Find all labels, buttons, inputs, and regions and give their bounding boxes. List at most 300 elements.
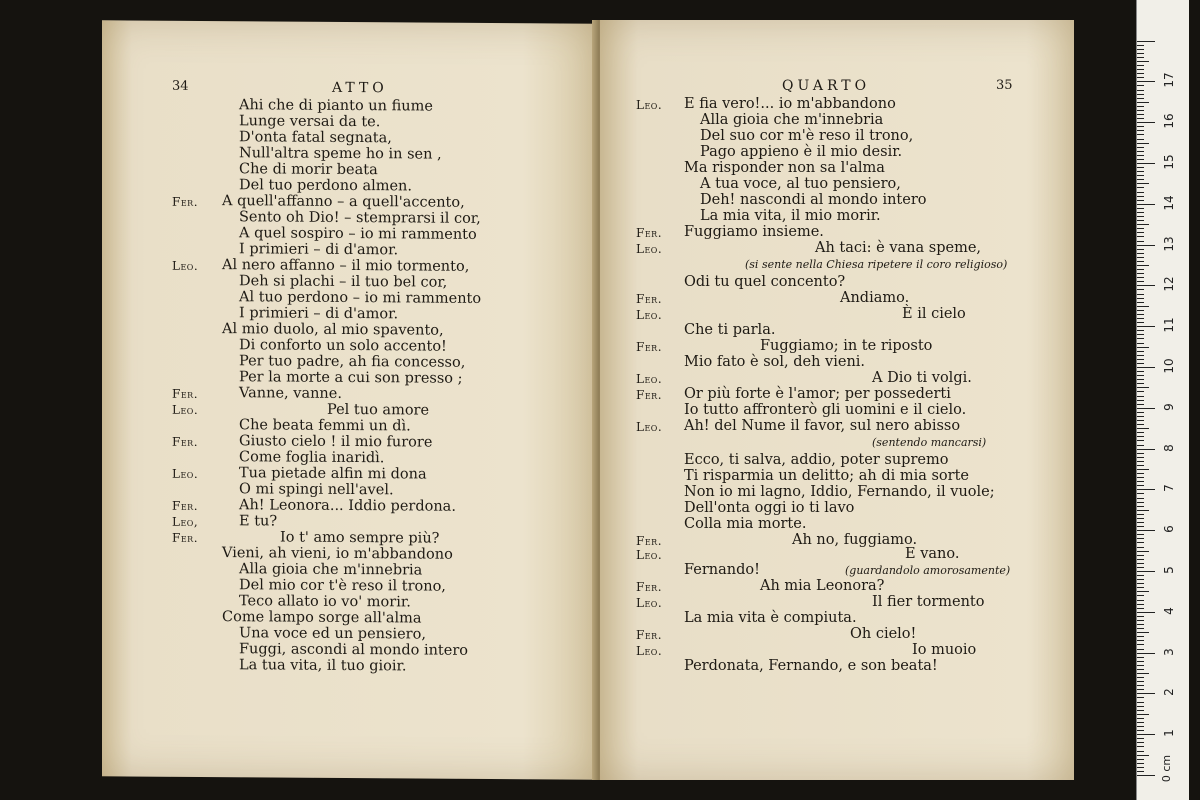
ruler-tick [1137,375,1144,376]
ruler-tick [1137,208,1144,209]
ruler-tick [1137,477,1144,478]
ruler-tick [1137,583,1144,584]
ruler-tick [1137,330,1144,331]
ruler-tick [1137,404,1144,405]
verse-line: Fuggiamo insieme. [684,224,824,240]
verse-line: Del mio cor t'è reso il trono, [239,577,446,595]
ruler-tick [1137,424,1144,425]
speaker-label: Fer. [636,580,663,594]
verse-line: Al nero affanno – il mio tormento, [222,257,470,275]
ruler-tick [1137,771,1144,772]
ruler-tick [1137,41,1155,42]
ruler-tick [1137,359,1144,360]
verse-line: La mia vita è compiuta. [684,610,857,626]
ruler-tick [1137,416,1144,417]
ruler-tick [1137,595,1144,596]
ruler-tick [1137,518,1144,519]
ruler-tick [1137,510,1149,511]
ruler-tick [1137,285,1155,286]
verse-line: Del tuo perdono almen. [239,177,413,195]
measurement-ruler [1136,0,1189,800]
ruler-tick [1137,343,1144,344]
ruler-tick [1137,567,1144,568]
ruler-tick [1137,204,1155,205]
ruler-tick [1137,547,1144,548]
ruler-tick [1137,351,1144,352]
verse-line: A tua voce, al tuo pensiero, [700,176,901,192]
speaker-label: Fer. [172,434,199,449]
ruler-tick [1137,759,1144,760]
ruler-tick [1137,90,1144,91]
ruler-tick [1137,371,1144,372]
page-header: QUARTO [782,78,871,94]
ruler-tick [1137,232,1144,233]
ruler-tick [1137,436,1144,437]
ruler-tick [1137,318,1144,319]
ruler-tick [1137,498,1144,499]
verse-line: Io muoio [912,642,977,658]
ruler-tick [1137,653,1155,654]
verse-line: Che beata femmi un dì. [239,417,411,435]
ruler-tick [1137,734,1155,735]
verse-line: Ah mia Leonora? [760,578,885,594]
ruler-tick [1137,265,1149,266]
ruler-tick [1137,126,1144,127]
speaker-label: Leo. [636,372,663,386]
verse-line: Fuggi, ascondi al mondo intero [239,641,468,659]
verse-line: E fia vero!... io m'abbandono [684,96,896,112]
ruler-tick [1137,171,1144,172]
verse-line: Tua pietade alfin mi dona [239,465,427,483]
ruler-tick [1137,473,1144,474]
verse-line: Vanne, vanne. [239,385,342,402]
ruler-tick [1137,453,1144,454]
page-header: ATTO [332,79,388,97]
ruler-tick [1137,289,1144,290]
ruler-tick [1137,706,1144,707]
verse-line: Pel tuo amore [327,401,430,419]
ruler-tick [1137,167,1144,168]
ruler-tick [1137,412,1144,413]
ruler-tick [1137,600,1144,601]
ruler-tick [1137,114,1144,115]
ruler-tick [1137,367,1155,368]
ruler-tick [1137,163,1155,164]
ruler-tick [1137,726,1144,727]
ruler-tick [1137,432,1144,433]
verse-line: Oh cielo! [850,626,917,642]
ruler-tick [1137,310,1144,311]
ruler-tick [1137,702,1144,703]
verse-line: D'onta fatal segnata, [239,129,392,147]
ruler-tick [1137,379,1144,380]
ruler-tick [1137,563,1144,564]
speaker-label: Fer. [172,498,199,513]
ruler-tick [1137,73,1144,74]
ruler-tick [1137,661,1144,662]
right-page [600,20,1074,780]
ruler-tick [1137,334,1144,335]
ruler-tick [1137,665,1144,666]
ruler-tick [1137,649,1144,650]
verse-line: Come lampo sorge all'alma [222,609,422,627]
ruler-tick [1137,742,1144,743]
ruler-tick [1137,673,1149,674]
ruler-tick [1137,575,1144,576]
ruler-tick [1137,526,1144,527]
ruler-label: 3 [1162,647,1176,656]
verse-line: Al mio duolo, al mio spavento, [222,321,444,339]
ruler-tick [1137,179,1144,180]
speaker-label: Leo. [636,242,663,256]
ruler-label: 5 [1162,566,1176,574]
verse-line: Teco allato io vo' morir. [239,593,411,611]
ruler-label: 6 [1162,525,1176,534]
ruler-tick [1137,751,1144,752]
verse-line: Deh si plachi – il tuo bel cor, [239,273,448,291]
ruler-label: 1 [1162,729,1176,738]
speaker-label: Leo. [636,596,663,610]
stage-direction: (si sente nella Chiesa ripetere il coro religioso) [745,258,1008,271]
speaker-label: Leo. [172,466,199,481]
ruler-tick [1137,685,1144,686]
verse-line: Alla gioia che m'innebria [239,561,423,579]
verse-line: Una voce ed un pensiero, [239,625,426,643]
verse-line: Giusto cielo ! il mio furore [239,433,433,451]
speaker-label: Fer. [636,292,663,306]
ruler-tick [1137,763,1144,764]
ruler-label: 2 [1162,688,1176,697]
ruler-tick [1137,196,1144,197]
ruler-tick [1137,612,1155,613]
ruler-label: 8 [1162,443,1176,452]
verse-line: Come foglia inaridì. [239,449,385,467]
ruler-tick [1137,106,1144,107]
ruler-tick [1137,755,1149,756]
ruler-tick [1137,69,1144,70]
stage-direction: (guardandolo amorosamente) [845,564,1011,577]
ruler-tick [1137,212,1144,213]
ruler-tick [1137,457,1144,458]
verse-line: Io t' amo sempre più? [280,529,440,547]
speaker-label: Leo. [172,402,199,417]
ruler-tick [1137,257,1144,258]
ruler-tick [1137,277,1144,278]
ruler-tick [1137,245,1155,246]
ruler-tick [1137,579,1144,580]
ruler-tick [1137,465,1144,466]
ruler-tick [1137,228,1144,229]
ruler-tick [1137,253,1144,254]
ruler-tick [1137,322,1144,323]
ruler-tick [1137,714,1149,715]
ruler-label: 11 [1162,317,1176,333]
ruler-tick [1137,542,1144,543]
ruler-tick [1137,485,1144,486]
verse-line: Ah no, fuggiamo. [792,532,918,548]
ruler-tick [1137,555,1144,556]
ruler-tick [1137,628,1144,629]
ruler-tick [1137,489,1155,490]
ruler-tick [1137,514,1144,515]
ruler-tick [1137,469,1149,470]
ruler-tick [1137,294,1144,295]
verse-line: La tua vita, il tuo gioir. [239,657,407,675]
ruler-tick [1137,338,1144,339]
ruler-tick [1137,718,1144,719]
ruler-tick [1137,493,1144,494]
speaker-label: Leo. [636,420,663,434]
ruler-tick [1137,147,1144,148]
ruler-tick [1137,155,1144,156]
ruler-tick [1137,261,1144,262]
ruler-tick [1137,45,1144,46]
verse-line: Per la morte a cui son presso ; [239,369,463,387]
ruler-tick [1137,241,1144,242]
verse-line: A quell'affanno – a quell'accento, [222,193,465,211]
ruler-label: 17 [1162,72,1176,89]
ruler-tick [1137,387,1149,388]
ruler-tick [1137,587,1144,588]
speaker-label: Fer. [172,194,199,209]
ruler-tick [1137,273,1144,274]
verse-line: Sento oh Dio! – stemprarsi il cor, [239,209,481,227]
speaker-label: Fer. [636,388,663,402]
ruler-tick [1137,608,1144,609]
ruler-tick [1137,522,1144,523]
ruler-tick [1137,355,1144,356]
ruler-tick [1137,710,1144,711]
ruler-tick [1137,110,1144,111]
ruler-tick [1137,624,1144,625]
ruler-tick [1137,445,1144,446]
verse-line: Del suo cor m'è reso il trono, [700,128,914,144]
page-number: 35 [996,78,1013,93]
speaker-label: Fer. [636,226,663,240]
ruler-tick [1137,298,1144,299]
ruler-tick [1137,400,1144,401]
verse-line: A Dio ti volgi. [872,370,972,386]
ruler-tick [1137,559,1144,560]
ruler-tick [1137,620,1144,621]
verse-line: Odi tu quel concento? [684,274,846,290]
ruler-tick [1137,677,1144,678]
ruler-tick [1137,347,1149,348]
ruler-tick [1137,391,1144,392]
ruler-tick [1137,134,1144,135]
verse-line: Andiamo. [840,290,910,306]
ruler-tick [1137,314,1144,315]
ruler-tick [1137,363,1144,364]
verse-line: Ah! Leonora... Iddio perdona. [239,497,456,515]
verse-line: Deh! nascondi al mondo intero [700,192,927,208]
ruler-tick [1137,538,1144,539]
ruler-tick [1137,159,1144,160]
speaker-label: Fer. [636,340,663,354]
ruler-tick [1137,571,1155,572]
ruler-tick [1137,183,1149,184]
ruler-tick [1137,94,1144,95]
verse-line: Dell'onta oggi io ti lavo [684,500,855,516]
ruler-tick [1137,85,1144,86]
speaker-label: Leo. [636,308,663,322]
verse-line: È il cielo [902,306,966,322]
ruler-tick [1137,420,1144,421]
ruler-tick [1137,616,1144,617]
verse-line: Di conforto un solo accento! [239,337,447,355]
verse-line: Ecco, ti salva, addio, poter supremo [684,452,949,468]
ruler-tick [1137,775,1155,776]
ruler-tick [1137,636,1144,637]
ruler-label: 13 [1162,235,1176,252]
left-page [102,20,597,779]
ruler-label: 14 [1162,195,1176,211]
ruler-tick [1137,122,1155,123]
ruler-tick [1137,693,1155,694]
verse-line: Ma risponder non sa l'alma [684,160,885,176]
ruler-tick [1137,722,1144,723]
ruler-tick [1137,81,1155,82]
ruler-tick [1137,326,1155,327]
ruler-tick [1137,640,1144,641]
speaker-label: Leo, [172,514,199,529]
speaker-label: Fer. [172,386,199,401]
ruler-tick [1137,530,1155,531]
speaker-label: Leo. [636,644,663,658]
ruler-tick [1137,730,1144,731]
verse-line: I primieri – di d'amor. [239,305,399,323]
verse-line: Per tuo padre, ah fia concesso, [239,353,466,371]
ruler-tick [1137,175,1144,176]
ruler-tick [1137,657,1144,658]
ruler-tick [1137,192,1144,193]
verse-line: O mi spingi nell'avel. [239,481,394,499]
ruler-tick [1137,224,1149,225]
ruler-label: 4 [1162,606,1176,615]
ruler-tick [1137,408,1155,409]
ruler-tick [1137,302,1144,303]
ruler-tick [1137,57,1144,58]
ruler-tick [1137,534,1144,535]
ruler-tick [1137,49,1144,50]
speaker-label: Leo. [636,98,663,112]
verse-line: Ahi che di pianto un fiume [239,97,433,115]
verse-line: La mia vita, il mio morir. [700,208,881,224]
speaker-label: Fer. [172,530,199,545]
ruler-tick [1137,502,1144,503]
ruler-label: 10 [1162,358,1176,374]
verse-line: Fuggiamo; in te riposto [760,338,933,354]
ruler-tick [1137,118,1144,119]
verse-line: Al tuo perdono – io mi rammento [239,289,482,307]
ruler-tick [1137,65,1144,66]
ruler-tick [1137,669,1144,670]
ruler-tick [1137,77,1144,78]
ruler-tick [1137,200,1144,201]
verse-line: E vano. [905,546,960,562]
ruler-tick [1137,151,1144,152]
ruler-tick [1137,681,1144,682]
verse-line: Null'altra speme ho in sen , [239,145,442,163]
ruler-tick [1137,461,1144,462]
ruler-tick [1137,216,1144,217]
verse-line: Colla mia morte. [684,516,807,532]
ruler-tick [1137,481,1144,482]
verse-line: Che di morir beata [239,161,378,179]
ruler-tick [1137,767,1144,768]
speaker-label: Fer. [636,628,663,642]
ruler-tick [1137,306,1149,307]
ruler-tick [1137,644,1144,645]
ruler-tick [1137,449,1155,450]
ruler-tick [1137,249,1144,250]
ruler-label: 15 [1162,154,1176,170]
ruler-tick [1137,738,1144,739]
verse-line: E tu? [239,513,278,530]
ruler-tick [1137,551,1149,552]
verse-line: I primieri – di d'amor. [239,241,399,259]
verse-line: Mio fato è sol, deh vieni. [684,354,866,370]
ruler-tick [1137,632,1149,633]
ruler-tick [1137,383,1144,384]
speaker-label: Leo. [636,548,663,562]
verse-line: Pago appieno è il mio desir. [700,144,903,160]
ruler-tick [1137,143,1149,144]
ruler-tick [1137,746,1144,747]
ruler-tick [1137,269,1144,270]
verse-line: Lunge versai da te. [239,113,381,131]
verse-line: Che ti parla. [684,322,776,338]
ruler-tick [1137,61,1149,62]
page-number: 34 [172,78,189,94]
ruler-tick [1137,591,1149,592]
verse-line: Io tutto affronterò gli uomini e il cielo. [684,402,967,418]
ruler-label: 12 [1162,276,1176,293]
verse-line: Ti risparmia un delitto; ah di mia sorte [684,468,970,484]
ruler-tick [1137,53,1144,54]
verse-line: Vieni, ah vieni, io m'abbandono [222,545,453,563]
speaker-label: Fer. [636,534,663,548]
ruler-tick [1137,697,1144,698]
ruler-tick [1137,396,1144,397]
ruler-tick [1137,428,1149,429]
ruler-unit: 0 cm [1160,754,1174,783]
speaker-label: Leo. [172,258,199,273]
verse-line: Ah taci: è vana speme, [815,240,982,256]
verse-line: Or più forte è l'amor; per possederti [684,386,951,402]
verse-line: Non io mi lagno, Iddio, Fernando, il vuole; [684,484,995,500]
ruler-label: 9 [1162,402,1176,411]
ruler-tick [1137,187,1144,188]
verse-line: Ah! del Nume il favor, sul nero abisso [684,418,961,434]
ruler-tick [1137,139,1144,140]
ruler-label: 16 [1162,113,1176,129]
verse-line: Alla gioia che m'innebria [700,112,884,128]
ruler-tick [1137,220,1144,221]
ruler-tick [1137,130,1144,131]
ruler-tick [1137,506,1144,507]
verse-line: Fernando! [684,562,760,578]
ruler-tick [1137,236,1144,237]
verse-line: Il fier tormento [872,594,985,610]
ruler-label: 7 [1162,484,1176,493]
ruler-tick [1137,281,1144,282]
ruler-tick [1137,102,1149,103]
ruler-tick [1137,604,1144,605]
stage-direction: (sentendo mancarsi) [872,436,987,449]
verse-line: A quel sospiro – io mi rammento [239,225,477,243]
ruler-tick [1137,98,1144,99]
